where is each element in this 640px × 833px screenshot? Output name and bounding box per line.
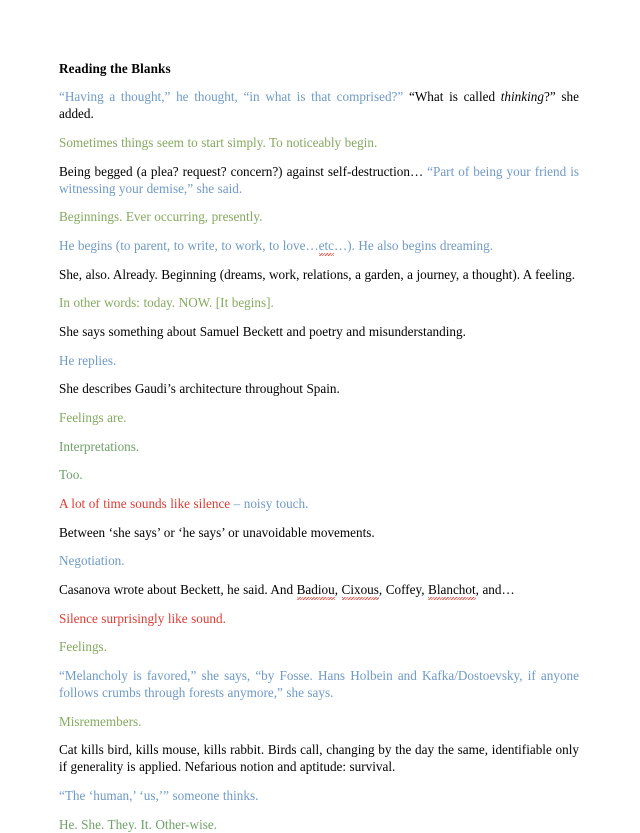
paragraph — [59, 323, 579, 340]
paragraph — [59, 741, 579, 775]
text-run: “What is called — [403, 89, 501, 105]
text-run: Casanova wrote about Beckett, he said. And — [59, 581, 297, 597]
text-run: , — [334, 581, 342, 597]
text-run: …). He also begins dreaming. — [334, 238, 494, 254]
text-run: Beginnings. Ever occurring, presently. — [59, 209, 263, 225]
spellcheck-misspelled-word: Badiou — [296, 581, 335, 597]
text-run: Misremembers. — [59, 713, 142, 729]
text-run: Interpretations. — [59, 438, 140, 454]
text-run: He. She. They. It. Other-wise. — [59, 816, 218, 832]
text-run: Silence surprisingly like sound. — [59, 610, 226, 626]
text-run: “Melancholy is favored,” she says, “by Fosse. Hans Holbein and Kafka/Dostoevsky, if anyone follows crumbs through forests anymore,” she says. — [59, 667, 579, 701]
paragraph — [59, 352, 579, 369]
paragraph-list — [59, 88, 579, 833]
paragraph — [59, 294, 579, 311]
text-run: Sometimes things seem to start simply. To noticeably begin. — [59, 134, 378, 150]
spellcheck-misspelled-word: Blanchot — [428, 581, 476, 597]
text-run: She says something about Samuel Beckett and poetry and misunderstanding. — [59, 323, 466, 339]
paragraph — [59, 581, 579, 598]
paragraph — [59, 552, 579, 569]
paragraph — [59, 495, 579, 512]
text-run: Feelings. — [59, 639, 107, 655]
text-run: She describes Gaudi’s architecture throughout Spain. — [59, 381, 340, 397]
text-run: Too. — [59, 467, 83, 483]
text-run: A lot of time sounds like silence — [59, 495, 234, 511]
text-run: Being begged (a plea? request? concern?) against self-destruction… — [59, 163, 428, 179]
paragraph — [59, 610, 579, 627]
paragraph — [59, 787, 579, 804]
paragraph — [59, 409, 579, 426]
text-run: , Coffey, — [378, 581, 429, 597]
text-run: He begins (to parent, to write, to work, to love… — [59, 238, 319, 254]
paragraph — [59, 380, 579, 397]
paragraph — [59, 237, 579, 254]
text-run: “The ‘human,’ ‘us,’” someone thinks. — [59, 788, 259, 804]
paragraph — [59, 524, 579, 541]
paragraph — [59, 88, 579, 122]
spellcheck-misspelled-word: Cixous — [341, 581, 379, 597]
paragraph — [59, 713, 579, 730]
paragraph — [59, 134, 579, 151]
paragraph — [59, 816, 579, 833]
page-title: Reading the Blanks — [59, 61, 171, 76]
text-run: Between ‘she says’ or ‘he says’ or unavoidable movements. — [59, 524, 375, 540]
paragraph — [59, 667, 579, 701]
paragraph — [59, 438, 579, 455]
text-run: ?” she added. — [59, 89, 579, 122]
text-run: “Having a thought,” he thought, “in what is that comprised?” — [59, 89, 404, 105]
paragraph — [59, 638, 579, 655]
text-run: Negotiation. — [59, 553, 125, 569]
text-run: He replies. — [59, 352, 117, 368]
text-run: She, also. Already. Beginning (dreams, work, relations, a garden, a journey, a thought). A feeling. — [59, 266, 576, 282]
paragraph — [59, 208, 579, 225]
spellcheck-misspelled-word: etc — [318, 238, 335, 254]
paragraph — [59, 466, 579, 483]
text-run: Cat kills bird, kills mouse, kills rabbit. Birds call, changing by the day the same, identifiable only if generality is applied. Nefarious notion and aptitude: survival. — [59, 742, 579, 775]
paragraph — [59, 163, 579, 197]
text-run: In other words: today. NOW. [It begins]. — [59, 295, 274, 311]
document-body — [59, 61, 579, 833]
text-run: , and… — [475, 581, 515, 597]
paragraph — [59, 266, 579, 283]
text-run: Feelings are. — [59, 409, 127, 425]
text-run: thinking — [500, 89, 544, 105]
text-run: – noisy touch. — [233, 495, 309, 511]
text-run: “Part of being your friend is witnessing your demise,” she said. — [59, 163, 579, 196]
